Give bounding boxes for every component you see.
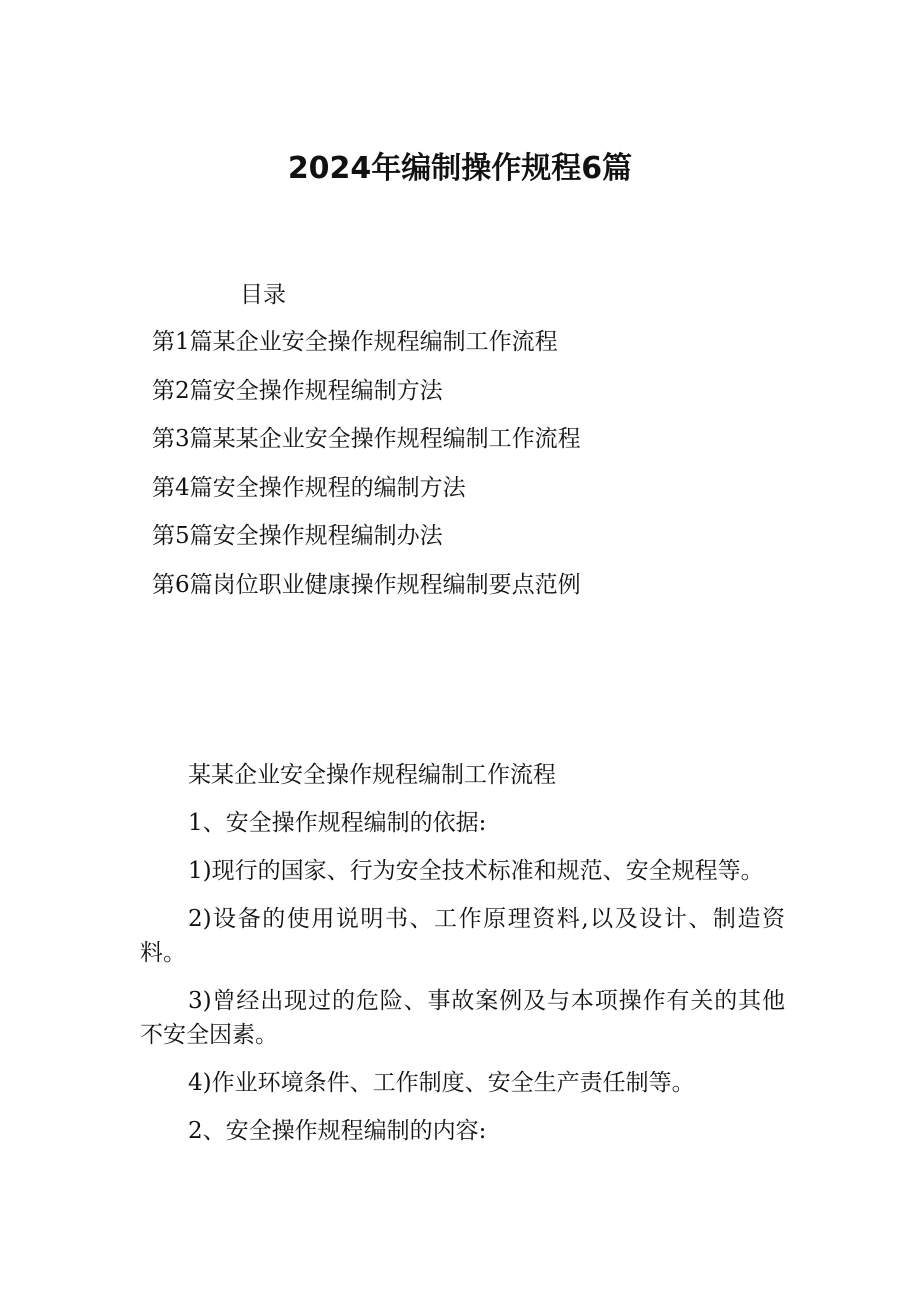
toc-item-6: 第6篇岗位职业健康操作规程编制要点范例 bbox=[152, 571, 581, 598]
section-heading: 某某企业安全操作规程编制工作流程 bbox=[188, 762, 556, 788]
document-title: 2024年编制操作规程6篇 bbox=[287, 151, 633, 186]
toc-heading: 目录 bbox=[240, 282, 286, 308]
toc-item-5: 第5篇安全操作规程编制办法 bbox=[152, 523, 443, 549]
paragraph: 1、安全操作规程编制的依据: bbox=[188, 810, 487, 836]
paragraph: 1)现行的国家、行为安全技术标准和规范、安全规程等。 bbox=[188, 858, 764, 884]
toc-item-4: 第4篇安全操作规程的编制方法 bbox=[152, 474, 466, 501]
paragraph: 2、安全操作规程编制的内容: bbox=[188, 1118, 487, 1144]
toc-item-1: 第1篇某企业安全操作规程编制工作流程 bbox=[152, 329, 558, 355]
body-text bbox=[140, 758, 785, 1162]
toc-item-2: 第2篇安全操作规程编制方法 bbox=[152, 377, 443, 404]
table-of-contents bbox=[152, 325, 581, 616]
paragraph: 4)作业环境条件、工作制度、安全生产责任制等。 bbox=[188, 1070, 695, 1096]
paragraph: 3)曾经出现过的危险、事故案例及与本项操作有关的其他不安全因素。 bbox=[140, 988, 785, 1048]
paragraph: 2)设备的使用说明书、工作原理资料,以及设计、制造资料。 bbox=[140, 906, 785, 966]
toc-item-3: 第3篇某某企业安全操作规程编制工作流程 bbox=[152, 426, 581, 452]
